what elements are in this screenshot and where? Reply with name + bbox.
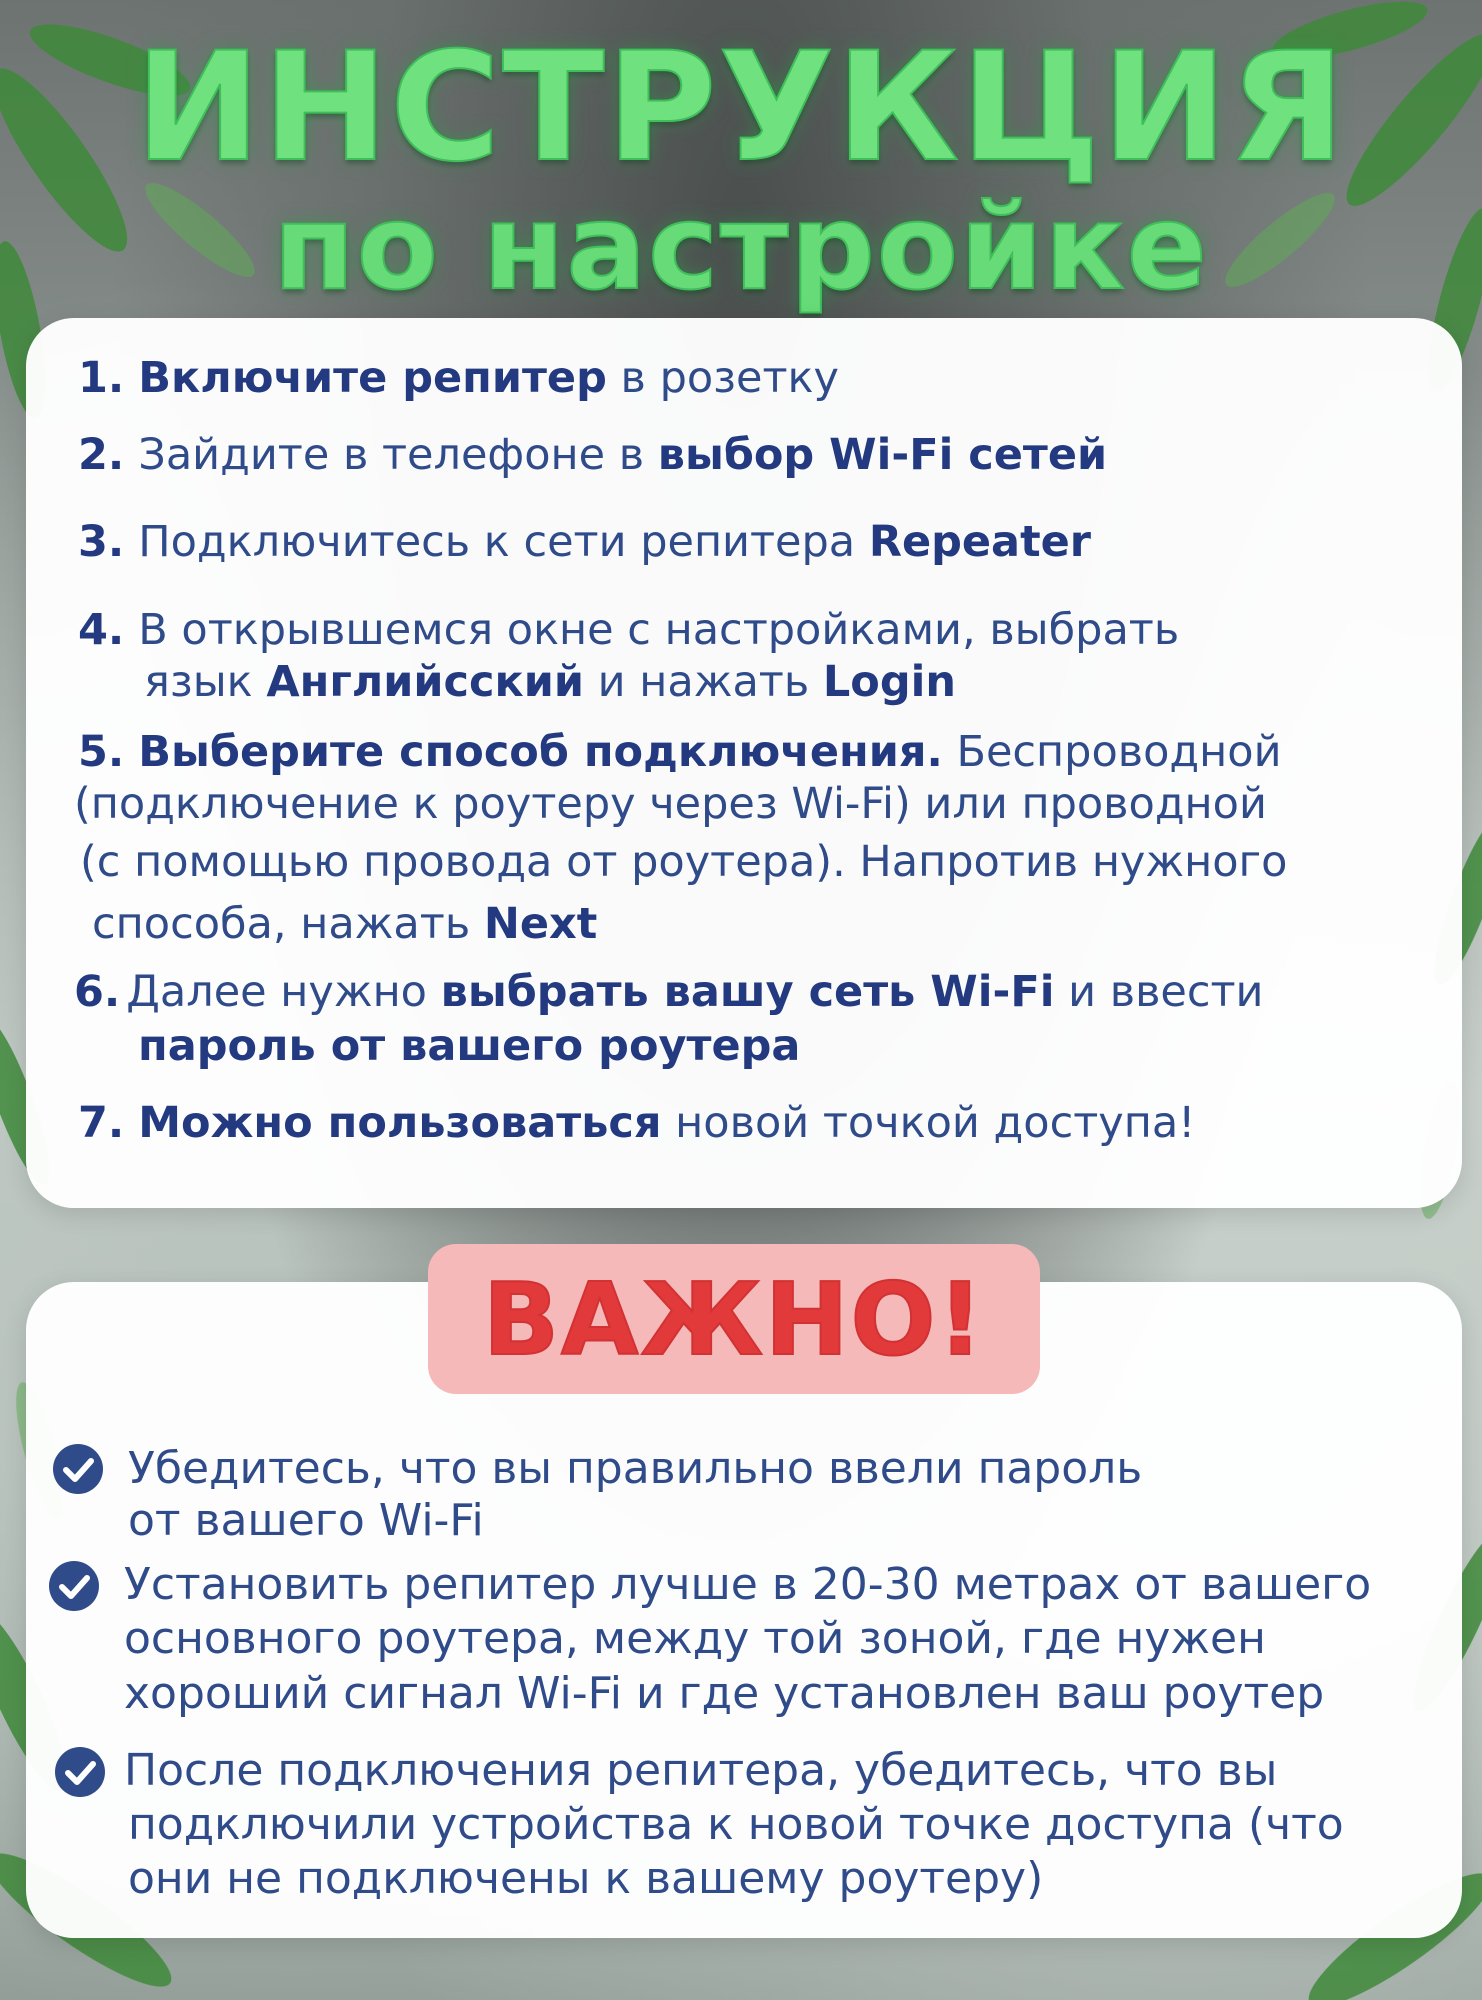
- note-3-line-2: подключили устройства к новой точке доступа (что: [128, 1799, 1344, 1850]
- step-5-line-4: [92, 898, 597, 950]
- step-5-line-3: (с помощью провода от роутера). Напротив нужного: [80, 837, 1288, 887]
- step-text: способа, нажать: [92, 899, 484, 949]
- step-1: [78, 352, 839, 404]
- important-badge: [428, 1244, 1040, 1394]
- step-number: 6.: [74, 967, 121, 1017]
- step-5-line-2: (подключение к роутеру через Wi-Fi) или проводной: [74, 779, 1267, 829]
- step-number: 2.: [78, 430, 125, 480]
- step-4: [78, 604, 1179, 656]
- note-1-line-2: от вашего Wi-Fi: [128, 1495, 484, 1546]
- step-bold: Английсский: [266, 657, 584, 707]
- step-text: и нажать: [583, 657, 823, 707]
- step-text: язык: [144, 657, 267, 707]
- step-6: [74, 966, 1264, 1018]
- step-bold: Login: [822, 657, 956, 707]
- step-bold: выбор Wi-Fi сетей: [657, 430, 1108, 480]
- step-text: Подключитесь к сети репитера: [138, 517, 869, 567]
- step-number: 4.: [78, 605, 125, 655]
- step-number: 7.: [78, 1098, 125, 1148]
- step-2: [78, 429, 1107, 481]
- step-bold: пароль от вашего роутера: [138, 1021, 801, 1071]
- step-text: Беспроводной: [942, 727, 1282, 777]
- step-bold: Выберите способ подключения.: [138, 727, 943, 777]
- step-6-line-2: [138, 1020, 800, 1072]
- step-bold: выбрать вашу сеть Wi-Fi: [440, 967, 1055, 1017]
- note-2-line-3: хороший сигнал Wi-Fi и где установлен ваш роутер: [124, 1668, 1325, 1719]
- check-icon: [52, 1443, 104, 1495]
- note-3-line-3: они не подключены к вашему роутеру): [128, 1853, 1044, 1904]
- step-text: новой точкой доступа!: [661, 1098, 1196, 1148]
- step-bold: Repeater: [868, 517, 1091, 567]
- check-icon: [48, 1560, 100, 1612]
- step-text: и ввести: [1054, 967, 1264, 1017]
- note-2-line-1: Установить репитер лучше в 20-30 метрах от вашего: [124, 1559, 1372, 1610]
- step-number: 3.: [78, 517, 125, 567]
- step-3: [78, 516, 1091, 568]
- step-text: В открывшемся окне с настройками, выбрать: [138, 605, 1180, 655]
- check-icon: [54, 1746, 106, 1798]
- step-4-line-2: [144, 656, 956, 708]
- note-3-line-1: После подключения репитера, убедитесь, что вы: [124, 1745, 1278, 1796]
- step-text: Далее нужно: [126, 967, 441, 1017]
- step-bold: Next: [483, 899, 598, 949]
- step-5: [78, 726, 1282, 778]
- title-line-2: по настройке: [273, 178, 1209, 316]
- note-1-line-1: Убедитесь, что вы правильно ввели пароль: [128, 1443, 1143, 1494]
- step-number: 5.: [78, 727, 125, 777]
- step-text: Зайдите в телефоне в: [138, 430, 658, 480]
- step-7: [78, 1097, 1195, 1149]
- note-2-line-2: основного роутера, между той зоной, где нужен: [124, 1613, 1266, 1664]
- important-label: ВАЖНО!: [482, 1260, 986, 1378]
- step-bold: Можно пользоваться: [138, 1098, 662, 1148]
- step-text: в розетку: [606, 353, 839, 403]
- step-number: 1.: [78, 353, 125, 403]
- title-line-1: ИНСТРУКЦИЯ: [135, 21, 1347, 195]
- step-bold: Включите репитер: [138, 353, 607, 403]
